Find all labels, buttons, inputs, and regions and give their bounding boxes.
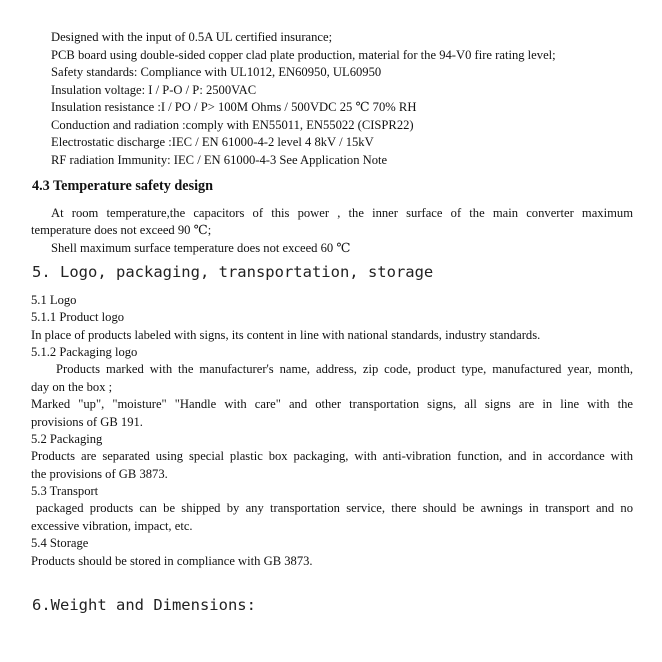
spec-line-insulation-resistance: Insulation resistance :I / PO / P> 100M Ohms / 500VDC 25 ℃ 70% RH	[51, 100, 417, 114]
temp-paragraph-line-2: temperature does not exceed 90 ℃;	[31, 223, 212, 237]
transport-text-line-2: excessive vibration, impact, etc.	[31, 519, 193, 533]
spec-line-rf-immunity: RF radiation Immunity: IEC / EN 61000-4-3 See Application Note	[51, 153, 388, 167]
subheading-5-4: 5.4 Storage	[31, 536, 89, 550]
subheading-5-2: 5.2 Packaging	[31, 432, 103, 446]
spec-line-conduction-radiation: Conduction and radiation :comply with EN55011, EN55022 (CISPR22)	[51, 118, 414, 132]
spec-line-insulation-voltage: Insulation voltage: I / P-O / P: 2500VAC	[51, 83, 257, 97]
subheading-5-1: 5.1 Logo	[31, 293, 77, 307]
product-logo-text: In place of products labeled with signs, its content in line with national standards, industry standards.	[31, 328, 541, 342]
temp-paragraph-line-1: At room temperature,the capacitors of this power , the inner surface of the main converter maximum	[51, 206, 633, 220]
subheading-5-1-2: 5.1.2 Packaging logo	[31, 345, 138, 359]
transport-text-line-1: packaged products can be shipped by any transportation service, there should be awnings in transport and no	[36, 501, 633, 515]
packaging-text-line-2: the provisions of GB 3873.	[31, 467, 168, 481]
packaging-text-line-1: Products are separated using special plastic box packaging, with anti-vibration function, and in accordance with	[31, 449, 633, 463]
section-heading-5: 5. Logo, packaging, transportation, storage	[32, 263, 434, 281]
section-heading-6: 6.Weight and Dimensions:	[32, 596, 256, 614]
packaging-logo-text-line-2: day on the box ;	[31, 380, 113, 394]
packaging-logo-text-line-1: Products marked with the manufacturer's name, address, zip code, product type, manufactured year, month,	[56, 362, 633, 376]
storage-text: Products should be stored in compliance with GB 3873.	[31, 554, 313, 568]
spec-line-safety-standards: Safety standards: Compliance with UL1012, EN60950, UL60950	[51, 65, 382, 79]
subheading-5-1-1: 5.1.1 Product logo	[31, 310, 125, 324]
subheading-5-3: 5.3 Transport	[31, 484, 99, 498]
transport-signs-text-line-1: Marked "up", "moisture" "Handle with care" and other transportation signs, all signs are in line with the	[31, 397, 633, 411]
shell-temp-paragraph: Shell maximum surface temperature does not exceed 60 ℃	[51, 241, 351, 255]
transport-signs-text-line-2: provisions of GB 191.	[31, 415, 143, 429]
spec-line-fuse: Designed with the input of 0.5A UL certified insurance;	[51, 30, 333, 44]
spec-line-pcb: PCB board using double-sided copper clad plate production, material for the 94-V0 fire rating level;	[51, 48, 556, 62]
spec-line-esd: Electrostatic discharge :IEC / EN 61000-4-2 level 4 8kV / 15kV	[51, 135, 374, 149]
section-heading-4-3: 4.3 Temperature safety design	[32, 178, 214, 194]
